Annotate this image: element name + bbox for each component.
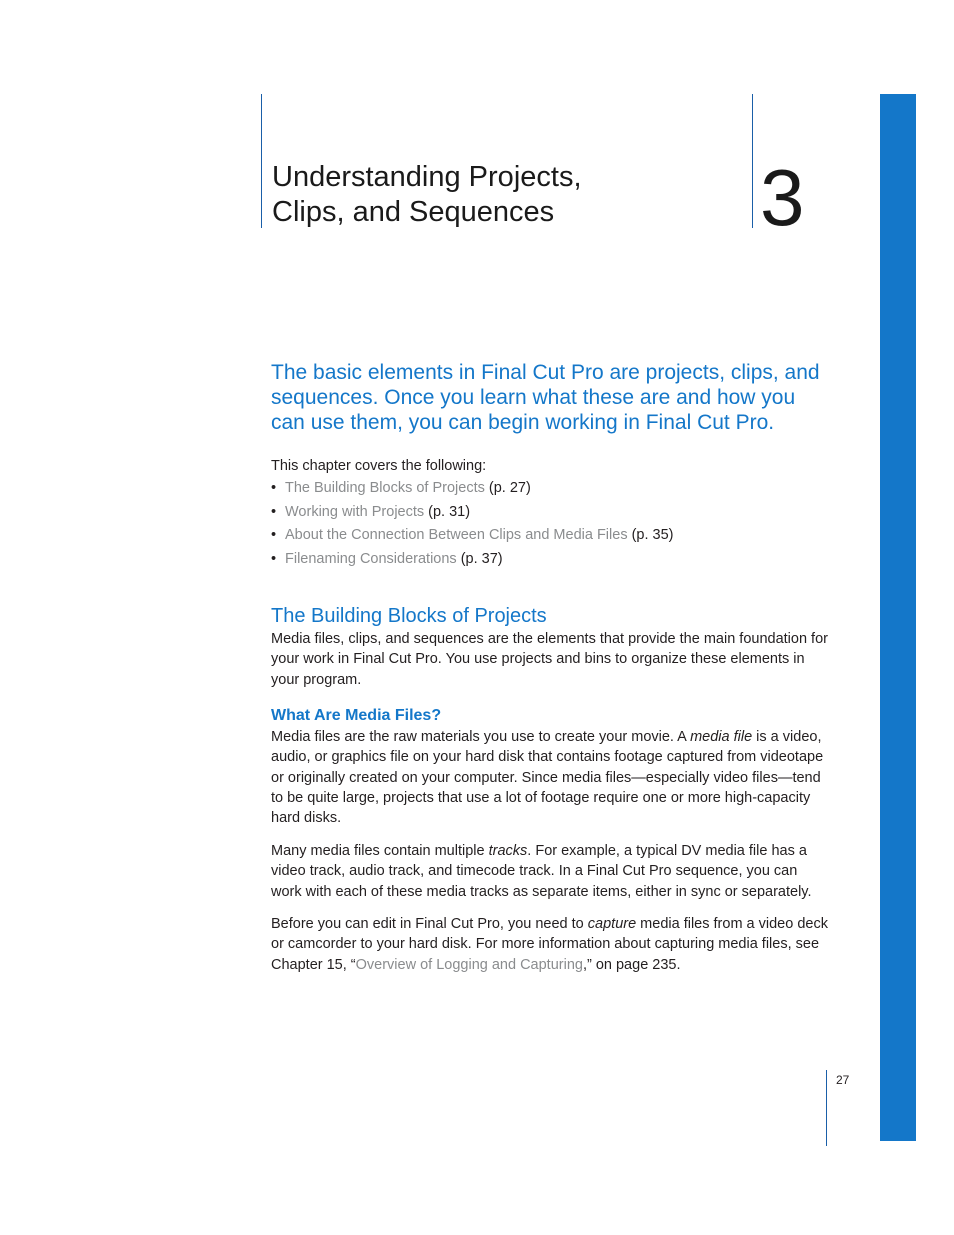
toc-item xyxy=(271,525,674,549)
text-run: . For example, a typical DV media file has a video track, audio track, and timecode track. In a Final Cut Pro sequence, you can work with each of these media tracks as separate items, either in sync or separately. xyxy=(271,843,812,900)
bullet: • xyxy=(271,527,277,543)
text-run: ,” on page 235. xyxy=(582,956,681,973)
toc-item xyxy=(271,478,674,502)
section1-paragraph: Media files, clips, and sequences are the elements that provide the main foundation for your work in Final Cut Pro. You use projects and bins to organize these elements in your program. xyxy=(271,631,828,688)
toc-link-building-blocks[interactable]: The Building Blocks of Projects xyxy=(285,480,485,496)
toc-link-filenaming[interactable]: Filenaming Considerations xyxy=(285,550,457,567)
title-left-rule xyxy=(261,94,262,228)
toc-link-clips-media-files[interactable]: About the Connection Between Clips and Media Files xyxy=(285,527,628,543)
chapter-title-line-2: Clips, and Sequences xyxy=(272,196,555,228)
toc-item xyxy=(271,549,674,573)
toc-page-ref: (p. 27) xyxy=(484,480,531,496)
toc-page-ref: (p. 31) xyxy=(424,503,471,520)
media-files-paragraph-2 xyxy=(271,841,831,902)
text-run: Before you can edit in Final Cut Pro, you need to xyxy=(271,916,588,932)
bullet: • xyxy=(271,550,277,567)
media-files-paragraph-3 xyxy=(271,914,831,975)
text-run: media files from a video deck or camcorder to your hard disk. For more information about capturing media files, see Chapter 15, “ xyxy=(271,916,828,973)
chapter-number: 3 xyxy=(760,153,805,242)
text-run: is a video, audio, or graphics file on your hard disk that contains footage captured from videotape or originally created on your computer. Since media files—especially video files—tend to be quite large, projects that use a lot of footage require one or more high-capacity hard disks. xyxy=(271,729,824,827)
toc-lead: This chapter covers the following: xyxy=(271,458,487,474)
section-heading-building-blocks: The Building Blocks of Projects xyxy=(271,605,547,627)
link-overview-logging-capturing[interactable]: Overview of Logging and Capturing xyxy=(355,956,583,973)
emphasis-term: media file xyxy=(690,729,753,745)
chapter-side-tab xyxy=(880,94,916,1141)
text-run: Media files are the raw materials you use to create your movie. A xyxy=(271,729,691,745)
number-left-rule xyxy=(752,94,753,228)
chapter-intro: The basic elements in Final Cut Pro are projects, clips, and sequences. Once you learn what these are and how you can use them, you can begin working in Final Cut Pro. xyxy=(271,361,820,434)
chapter-title xyxy=(272,160,732,230)
media-files-paragraph-1 xyxy=(271,727,831,828)
toc-list xyxy=(271,478,674,572)
emphasis-term: capture xyxy=(587,916,637,932)
page-number-rule xyxy=(826,1070,827,1146)
bullet: • xyxy=(271,503,277,520)
text-run: Many media files contain multiple xyxy=(271,843,489,859)
toc-page-ref: (p. 37) xyxy=(456,550,503,567)
page-number: 27 xyxy=(836,1073,850,1087)
chapter-title-line-1: Understanding Projects, xyxy=(272,161,582,193)
emphasis-term: tracks xyxy=(488,843,528,859)
bullet: • xyxy=(271,480,277,496)
toc-link-working-with-projects[interactable]: Working with Projects xyxy=(285,503,425,520)
subsection-heading-media-files: What Are Media Files? xyxy=(271,707,442,724)
toc-page-ref: (p. 35) xyxy=(627,527,674,543)
toc-item xyxy=(271,502,674,526)
